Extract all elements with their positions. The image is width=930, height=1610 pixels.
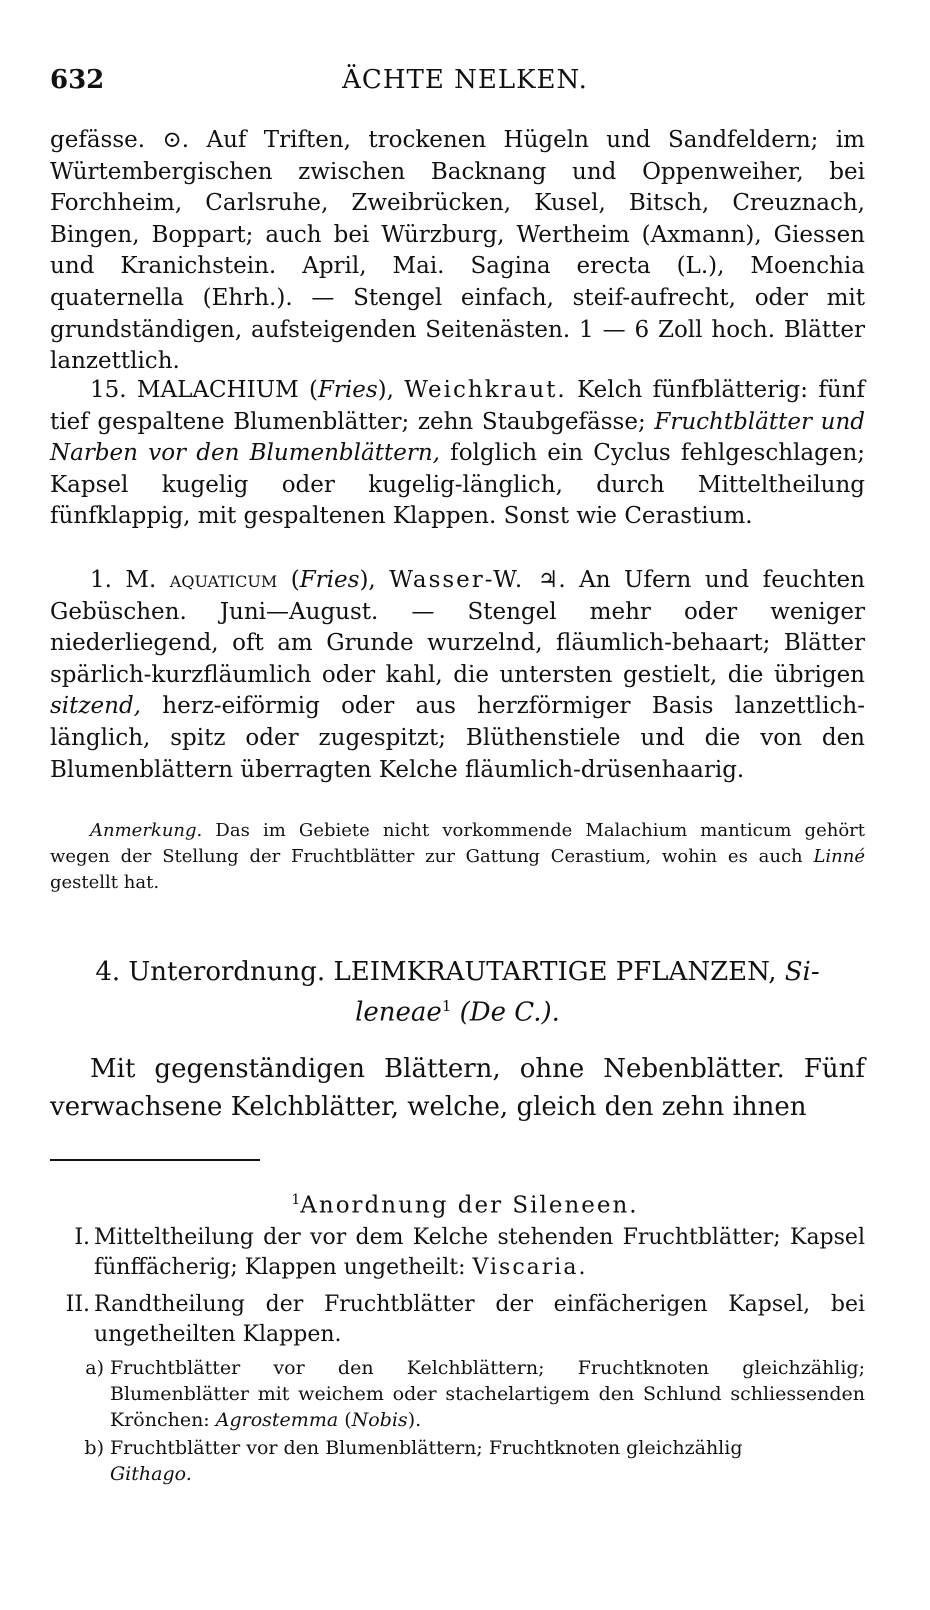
genus-malachium-paragraph bbox=[50, 375, 865, 533]
species-name: aquaticum bbox=[169, 567, 278, 593]
footnote-item-text: Mitteltheilung der vor dem Kelche stehenden Fruchtblätter; Kapsel fünffächerig; Klappen ungetheilt: bbox=[94, 1225, 865, 1280]
species-open: ( bbox=[277, 567, 300, 593]
note-label: Anmerkung. bbox=[90, 820, 203, 841]
suborder-latin-a: Si- bbox=[776, 957, 820, 987]
footnote-subitem-label: a) bbox=[85, 1357, 104, 1379]
suborder-intro: Mit gegenständigen Blättern, ohne Nebenblätter. Fünf verwachsene Kelchblätter, welche, gleich den zehn ihnen bbox=[50, 1054, 865, 1122]
genus-common-name: Weichkraut. bbox=[404, 377, 567, 403]
footnote-subitem-label: b) bbox=[84, 1437, 104, 1459]
suborder-lead: 4. Unterordnung. bbox=[95, 957, 334, 987]
footnote-marker: 1 bbox=[441, 997, 452, 1015]
continued-paragraph: gefässe. ⊙. Auf Triften, trockenen Hügeln und Sandfeldern; im Würtembergischen zwischen Backnang und Oppenweiher, bei Forchheim, Carlsruhe, Zweibrücken, Kusel, Bitsch, Creuznach, Bingen, Boppart; auch bei Würzburg, Wertheim (Axmann), Giessen und Kranichstein. April, Mai. Sagina erecta (L.), Moenchia quaternella (Ehrh.). — Stengel einfach, steif-aufrecht, oder mit grundständigen, aufsteigenden Seitenästen. 1 — 6 Zoll hoch. Blätter lanzettlich. bbox=[50, 127, 865, 375]
footnote-item-genus: Viscaria. bbox=[472, 1255, 588, 1280]
species-aquaticum-paragraph bbox=[50, 565, 865, 786]
footnote-item-label: II. bbox=[65, 1292, 90, 1317]
suborder-second-line bbox=[50, 989, 865, 1030]
footnote-subitem-body bbox=[110, 1355, 865, 1433]
footnote-subitem-text: Fruchtblätter vor den Kelchblättern; Fruchtknoten gleichzählig; Blumenblätter mit weichem oder stachelartigem den Schlund schliessenden Krönchen: bbox=[110, 1357, 865, 1431]
footnote-title bbox=[50, 1185, 880, 1221]
note-text-2: gestellt hat. bbox=[50, 872, 160, 893]
genus-lead: 15. MALACHIUM ( bbox=[90, 377, 318, 403]
genus-text-1: Kelch fünfblätterig: fünf tief gespaltene Blumenblätter; zehn Staubgefässe; bbox=[50, 377, 865, 435]
footnote-item-label: I. bbox=[74, 1225, 90, 1250]
footnote-subitem-genus: Githago. bbox=[110, 1463, 192, 1485]
genus-italic-text: Fruchtblätter und Narben vor den Blumenblättern, bbox=[50, 408, 865, 467]
running-title: ÄCHTE NELKEN. bbox=[342, 65, 588, 95]
page-header bbox=[50, 60, 880, 100]
page-number: 632 bbox=[50, 65, 105, 95]
genus-text-2: folglich ein Cyclus fehlgeschlagen; Kapsel kugelig oder kugelig-länglich, durch Mitteltheilung fünfklappig, mit gespaltenen Klappen. Sonst wie Cerastium. bbox=[50, 440, 866, 530]
species-italic-text: sitzend, bbox=[50, 693, 141, 720]
footnote-subitem-author-open: ( bbox=[338, 1409, 352, 1431]
footnote-rule bbox=[50, 1159, 260, 1161]
species-close: ), bbox=[359, 567, 390, 593]
suborder-name: LEIMKRAUTARTIGE PFLANZEN, bbox=[333, 957, 777, 987]
footnote-title-marker: 1 bbox=[291, 1192, 301, 1208]
note-author: Linné bbox=[813, 846, 865, 867]
note-paragraph bbox=[50, 818, 865, 896]
footnote-item-2 bbox=[50, 1290, 865, 1350]
species-text-1: ♃. An Ufern und feuchten Gebüschen. Juni—August. — Stengel mehr oder weniger niederliegend, oft am Grunde wurzelnd, fläumlich-behaart; Blätter spärlich-kurzfläumlich oder kahl, die untersten gestielt, die übrigen bbox=[50, 567, 865, 688]
footnote-subitem-genus: Agrostemma bbox=[215, 1409, 339, 1431]
species-lead: 1. M. bbox=[90, 567, 170, 593]
suborder-heading bbox=[50, 955, 865, 1030]
footnote-subitem-author: Nobis bbox=[351, 1409, 408, 1431]
footnote-item-body bbox=[94, 1223, 865, 1283]
footnote-title-text: Anordnung der Sileneen. bbox=[300, 1192, 639, 1219]
footnote-subitem-author-close: ). bbox=[407, 1409, 422, 1431]
species-common-name: Wasser-W. bbox=[389, 567, 525, 593]
genus-close: ), bbox=[377, 377, 405, 403]
footnote-item-1 bbox=[50, 1223, 865, 1283]
suborder-latin-b: leneae bbox=[355, 997, 442, 1028]
note-text-1: Das im Gebiete nicht vorkommende Malachium manticum gehört wegen der Stellung der Fruchtblätter zur Gattung Cerastium, wohin es auch bbox=[50, 820, 865, 867]
footnote-subitem-b bbox=[50, 1435, 865, 1487]
footnote-item-body: Randtheilung der Fruchtblätter der einfächerigen Kapsel, bei ungetheilten Klappen. bbox=[94, 1292, 865, 1347]
genus-author: Fries bbox=[317, 377, 378, 403]
footnote-subitem-text: Fruchtblätter vor den Blumenblättern; Fruchtknoten gleichzählig bbox=[110, 1437, 743, 1459]
species-text-2: herz-eiförmig oder aus herzförmiger Basis lanzettlich-länglich, spitz oder zugespitzt; Blüthenstiele und die von den Blumenblättern überragten Kelche fläumlich-drüsenhaarig. bbox=[50, 693, 865, 783]
footnote-subitem-body bbox=[110, 1435, 865, 1487]
footnote-subitem-a bbox=[50, 1355, 865, 1433]
species-author: Fries bbox=[299, 567, 360, 593]
suborder-author: (De C.). bbox=[451, 997, 560, 1028]
